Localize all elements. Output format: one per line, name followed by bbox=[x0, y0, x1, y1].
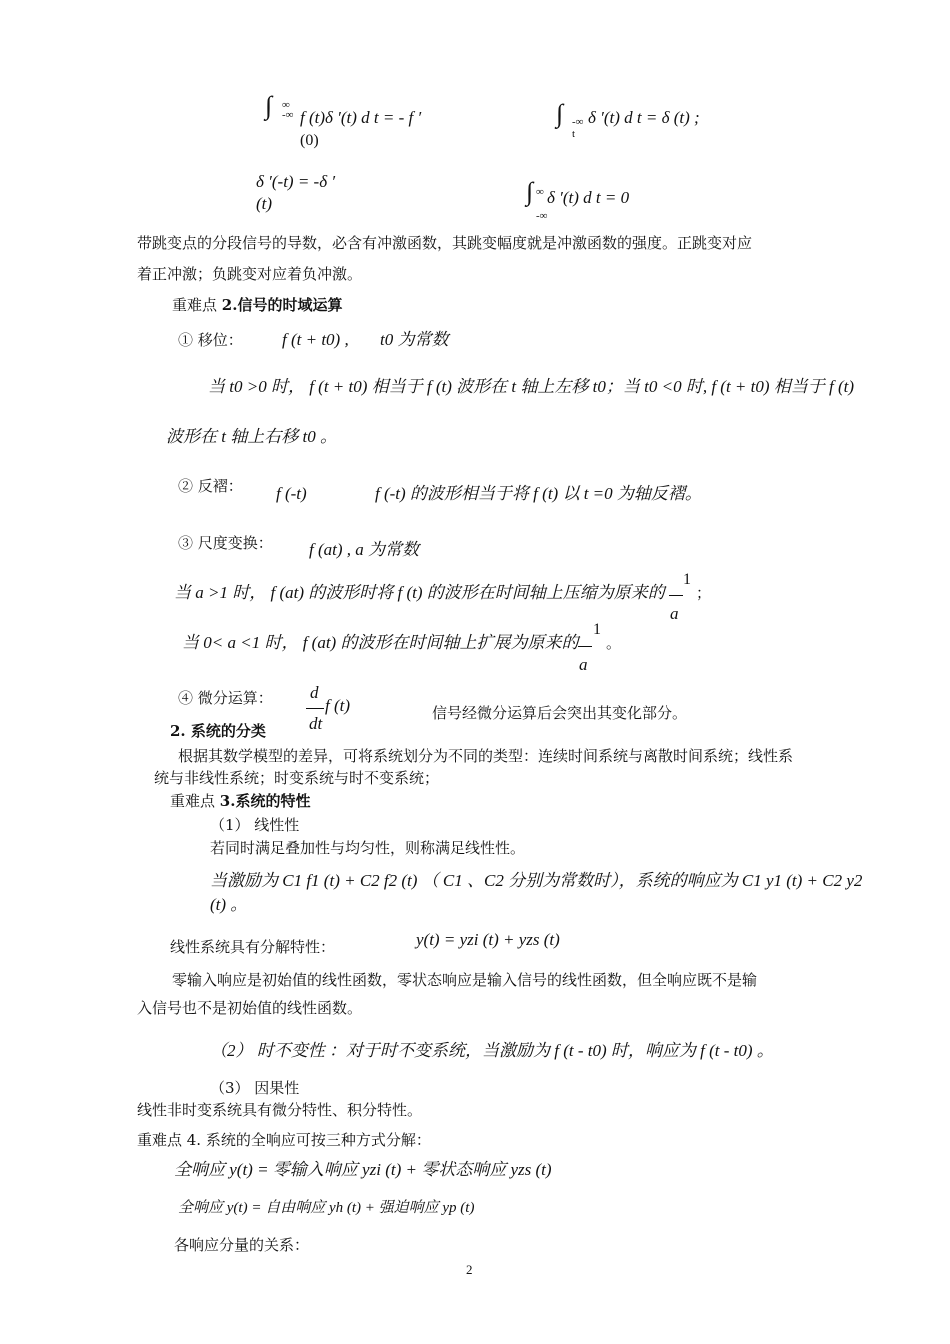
paragraph-line: 着正冲激；负跳变对应着负冲激。 bbox=[137, 265, 363, 283]
fraction-bar bbox=[578, 646, 592, 647]
fraction-numerator: 1 bbox=[683, 571, 691, 588]
section-heading: 重难点 4. 系统的全响应可按三种方式分解： bbox=[137, 1131, 431, 1149]
punctuation: 。 bbox=[606, 634, 622, 652]
diff-function: f (t) bbox=[325, 696, 351, 715]
punctuation: ； bbox=[696, 584, 712, 602]
shift-description: 波形在 t 轴上右移 t0 。 bbox=[166, 427, 337, 446]
integral-limits: -∞ t bbox=[572, 116, 584, 140]
section-heading: 重难点 2.信号的时域运算 bbox=[172, 296, 343, 314]
shift-note: t0 为常数 bbox=[380, 330, 449, 349]
integral-sign: ∫ bbox=[265, 91, 273, 120]
integral-sign: ∫ bbox=[526, 177, 534, 206]
fraction-denominator: a bbox=[670, 604, 679, 623]
paragraph-line: 统与非线性系统；时变系统与时不变系统； bbox=[154, 769, 440, 787]
section-heading: 2. 系统的分类 bbox=[170, 722, 266, 740]
formula-delta-integral-zero: δ ′(t) d t = 0 bbox=[547, 188, 630, 207]
formula-continuation: (t) bbox=[256, 194, 273, 213]
response-decomposition-2: 全响应 y(t) = 自由响应 yh (t) + 强迫响应 yp (t) bbox=[178, 1200, 475, 1216]
paragraph-line: 零输入响应是初始值的线性函数，零状态响应是输入信号的线性函数，但全响应既不是输 bbox=[172, 971, 758, 989]
linearity-formula: (t) 。 bbox=[210, 895, 248, 914]
formula-delta-odd: δ ′(-t) = -δ ′ bbox=[256, 172, 336, 191]
time-invariance: （2） 时不变性 ：对于时不变系统，当激励为 f (t - t0) 时，响应为 f (t - t0) 。 bbox=[210, 1041, 774, 1060]
flip-expression: f (-t) bbox=[276, 484, 307, 503]
page-number: 2 bbox=[466, 1262, 473, 1277]
derivative-numerator: d bbox=[310, 683, 319, 702]
linearity-formula: 当激励为 C1 f1 (t) + C2 f2 (t) （ C1 、C2 分别为常数时），系统的响应为 C1 y1 (t) + C2 y2 bbox=[210, 871, 863, 890]
formula-delta-integral: δ ′(t) d t = δ (t) ; bbox=[588, 108, 700, 127]
linearity-label: （1） 线性性 bbox=[210, 816, 300, 834]
diff-description: 信号经微分运算后会突出其变化部分。 bbox=[432, 704, 688, 722]
integral-limits: ∞ -∞ bbox=[536, 186, 548, 222]
flip-description: f (-t) 的波形相当于将 f (t) 以 t =0 为轴反褶。 bbox=[375, 484, 702, 503]
paragraph-line: 线性非时变系统具有微分特性、积分特性。 bbox=[137, 1101, 423, 1119]
fraction-numerator: 1 bbox=[593, 621, 601, 638]
integral-limits: ∞ -∞ bbox=[282, 99, 294, 121]
paragraph-line: 根据其数学模型的差异，可将系统划分为不同的类型：连续时间系统与离散时间系统；线性系 bbox=[178, 747, 794, 765]
paragraph-line: 各响应分量的关系： bbox=[174, 1236, 310, 1254]
section-heading: 重难点 3.系统的特性 bbox=[170, 792, 311, 810]
shift-expression: f (t + t0) , bbox=[282, 330, 349, 349]
fraction-denominator: a bbox=[579, 655, 588, 674]
scale-expand: 当 0< a <1 时， f (at) 的波形在时间轴上扩展为原来的 bbox=[182, 633, 579, 652]
fraction-bar bbox=[306, 708, 324, 709]
scale-label: ③ 尺度变换： bbox=[178, 534, 273, 552]
shift-description: 当 t0 >0 时， f (t + t0) 相当于 f (t) 波形在 t 轴上左移 t0；当 t0 <0 时, f (t + t0) 相当于 f (t) bbox=[208, 377, 855, 396]
derivative-denominator: dt bbox=[309, 714, 323, 733]
response-decomposition-1: 全响应 y(t) = 零输入响应 yzi (t) + 零状态响应 yzs (t) bbox=[174, 1160, 552, 1179]
decomposition-label: 线性系统具有分解特性： bbox=[170, 938, 336, 956]
integral-sign: ∫ bbox=[556, 99, 564, 128]
decomposition-formula: y(t) = yzi (t) + yzs (t) bbox=[416, 930, 560, 949]
flip-label: ② 反褶： bbox=[178, 477, 243, 495]
formula-continuation: (0) bbox=[300, 132, 319, 149]
paragraph-line: 带跳变点的分段信号的导数，必含有冲激函数，其跳变幅度就是冲激函数的强度。正跳变对应 bbox=[137, 234, 753, 252]
fraction-bar bbox=[669, 595, 683, 596]
shift-label: ① 移位： bbox=[178, 331, 243, 349]
causality-label: （3） 因果性 bbox=[210, 1079, 300, 1097]
paragraph-line: 入信号也不是初始值的线性函数。 bbox=[137, 999, 363, 1017]
diff-label: ④ 微分运算： bbox=[178, 689, 273, 707]
formula-delta-prime-integral: f (t)δ ′(t) d t = - f ′ bbox=[300, 108, 422, 127]
linearity-definition: 若同时满足叠加性与均匀性，则称满足线性性。 bbox=[210, 839, 526, 857]
scale-compress: 当 a >1 时， f (at) 的波形时将 f (t) 的波形在时间轴上压缩为原来的 bbox=[174, 583, 665, 602]
scale-expression: f (at) , a 为常数 bbox=[309, 540, 420, 559]
